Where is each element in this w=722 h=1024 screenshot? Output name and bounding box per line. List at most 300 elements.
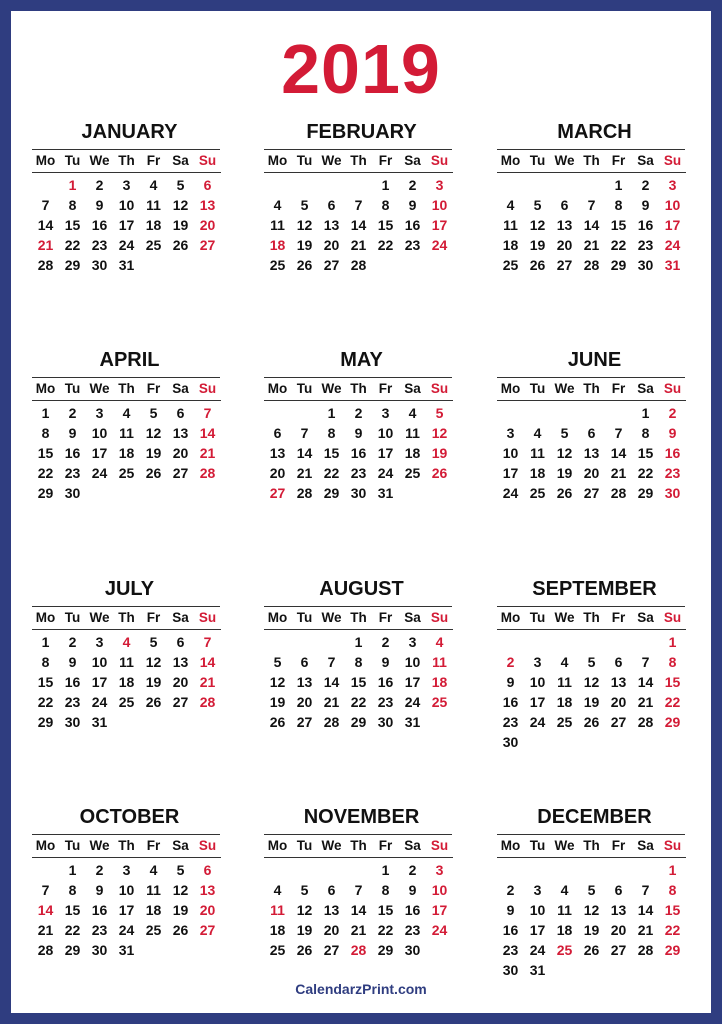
day-cell: 20 <box>199 217 216 233</box>
day-cell: 21 <box>610 465 627 481</box>
empty-day-cell <box>318 175 345 195</box>
weekday-label: Th <box>118 381 135 396</box>
day-grid <box>264 378 459 503</box>
empty-day-cell <box>497 403 524 423</box>
day-cell: 14 <box>637 674 654 690</box>
month-name: JUNE <box>567 349 622 371</box>
day-cell: 28 <box>323 714 340 730</box>
day-grid <box>264 607 459 732</box>
day-cell: 1 <box>668 634 677 650</box>
day-cell: 31 <box>118 942 135 958</box>
day-cell: 22 <box>323 465 340 481</box>
day-cell: 31 <box>529 962 546 978</box>
day-cell: 27 <box>323 257 340 273</box>
day-cell: 2 <box>668 405 677 421</box>
day-cell: 12 <box>529 217 546 233</box>
empty-day-cell <box>318 860 345 880</box>
day-cell: 5 <box>533 197 542 213</box>
day-cell: 17 <box>118 217 135 233</box>
day-cell: 26 <box>583 714 600 730</box>
day-grid <box>264 150 459 275</box>
weekday-label: Th <box>350 838 367 853</box>
day-cell: 31 <box>118 257 135 273</box>
day-cell: 30 <box>664 485 681 501</box>
weekday-label: Tu <box>529 610 546 625</box>
day-cell: 5 <box>435 405 444 421</box>
day-cell: 1 <box>41 634 50 650</box>
weekday-label: Su <box>663 381 682 396</box>
day-cell: 31 <box>404 714 421 730</box>
day-cell: 19 <box>145 445 162 461</box>
month-name: MARCH <box>557 121 632 143</box>
day-cell: 28 <box>637 714 654 730</box>
day-cell: 3 <box>435 177 444 193</box>
empty-day-cell <box>345 860 372 880</box>
day-cell: 28 <box>637 942 654 958</box>
day-cell: 28 <box>350 257 367 273</box>
empty-day-cell <box>264 860 291 880</box>
day-cell: 19 <box>269 694 286 710</box>
day-cell: 6 <box>203 862 212 878</box>
day-cell: 24 <box>91 694 108 710</box>
weekday-label: Sa <box>404 838 421 853</box>
day-cell: 29 <box>664 714 681 730</box>
weekday-label: Mo <box>500 838 521 853</box>
weekday-label: Th <box>350 153 367 168</box>
weekday-label: Tu <box>296 838 313 853</box>
day-cell: 6 <box>273 425 282 441</box>
day-cell: 16 <box>91 902 108 918</box>
month-name: NOVEMBER <box>303 806 420 828</box>
day-grid <box>32 378 227 503</box>
day-cell: 5 <box>300 882 309 898</box>
day-cell: 10 <box>118 197 135 213</box>
day-cell: 12 <box>172 882 189 898</box>
weekday-label: Su <box>430 838 449 853</box>
day-cell: 7 <box>587 197 596 213</box>
day-cell: 23 <box>377 694 394 710</box>
day-cell: 27 <box>199 922 216 938</box>
day-cell: 13 <box>269 445 286 461</box>
day-cell: 19 <box>583 922 600 938</box>
day-cell: 2 <box>68 634 77 650</box>
day-cell: 13 <box>172 425 189 441</box>
day-cell: 16 <box>377 674 394 690</box>
day-cell: 23 <box>404 922 421 938</box>
day-cell: 20 <box>583 465 600 481</box>
day-cell: 22 <box>64 922 81 938</box>
day-cell: 6 <box>300 654 309 670</box>
month-name: SEPTEMBER <box>532 578 657 600</box>
day-cell: 8 <box>381 197 390 213</box>
day-cell: 5 <box>149 405 158 421</box>
day-cell: 12 <box>583 674 600 690</box>
day-cell: 2 <box>381 634 390 650</box>
weekday-label: We <box>89 381 110 396</box>
day-cell: 8 <box>641 425 650 441</box>
day-cell: 30 <box>502 734 519 750</box>
day-cell: 10 <box>377 425 394 441</box>
weekday-label: Tu <box>296 381 313 396</box>
month-name: OCTOBER <box>79 806 180 828</box>
day-grid <box>497 378 692 503</box>
day-cell: 3 <box>122 862 131 878</box>
day-cell: 4 <box>122 405 131 421</box>
day-cell: 2 <box>354 405 363 421</box>
weekday-label: We <box>554 381 575 396</box>
day-cell: 26 <box>172 237 189 253</box>
month-june <box>497 343 692 503</box>
day-cell: 7 <box>300 425 309 441</box>
day-cell: 9 <box>354 425 363 441</box>
weekday-label: Fr <box>611 838 626 853</box>
day-cell: 17 <box>431 902 448 918</box>
weekday-label: Sa <box>172 381 189 396</box>
weekday-divider <box>497 172 686 173</box>
day-cell: 7 <box>203 634 212 650</box>
day-cell: 30 <box>377 714 394 730</box>
day-cell: 13 <box>610 902 627 918</box>
day-grid <box>32 607 227 732</box>
day-cell: 25 <box>269 257 286 273</box>
weekday-divider <box>32 857 221 858</box>
day-cell: 7 <box>203 405 212 421</box>
footer-website[interactable]: CalendarzPrint.com <box>295 981 427 997</box>
day-cell: 13 <box>199 882 216 898</box>
day-cell: 9 <box>68 425 77 441</box>
weekday-label: Fr <box>378 153 393 168</box>
day-cell: 19 <box>556 465 573 481</box>
weekday-label: Su <box>430 610 449 625</box>
day-cell: 5 <box>587 654 596 670</box>
day-cell: 24 <box>529 942 546 958</box>
weekday-label: Sa <box>404 610 421 625</box>
weekday-label: Mo <box>267 610 288 625</box>
day-cell: 14 <box>37 902 54 918</box>
month-november <box>264 800 459 960</box>
empty-day-cell <box>264 632 291 652</box>
day-cell: 4 <box>273 882 282 898</box>
day-cell: 19 <box>296 237 313 253</box>
weekday-label: Sa <box>172 838 189 853</box>
day-cell: 26 <box>556 485 573 501</box>
day-cell: 4 <box>560 882 569 898</box>
day-cell: 8 <box>354 654 363 670</box>
day-cell: 30 <box>502 962 519 978</box>
day-cell: 7 <box>354 197 363 213</box>
day-cell: 15 <box>377 902 394 918</box>
day-cell: 20 <box>610 694 627 710</box>
weekday-divider <box>264 857 453 858</box>
weekday-label: We <box>321 153 342 168</box>
day-cell: 8 <box>41 654 50 670</box>
day-cell: 5 <box>560 425 569 441</box>
day-cell: 20 <box>610 922 627 938</box>
day-cell: 16 <box>91 217 108 233</box>
empty-day-cell <box>291 632 318 652</box>
weekday-label: Sa <box>637 838 654 853</box>
day-cell: 24 <box>529 714 546 730</box>
day-cell: 22 <box>664 694 681 710</box>
day-cell: 19 <box>529 237 546 253</box>
day-cell: 29 <box>37 714 54 730</box>
weekday-label: Mo <box>35 153 56 168</box>
weekday-label: Fr <box>378 381 393 396</box>
day-cell: 24 <box>431 237 448 253</box>
day-cell: 11 <box>557 902 572 918</box>
weekday-label: Th <box>583 153 600 168</box>
weekday-label: Su <box>430 153 449 168</box>
day-cell: 15 <box>323 445 340 461</box>
weekday-label: Mo <box>500 381 521 396</box>
day-cell: 27 <box>172 465 189 481</box>
day-cell: 12 <box>583 902 600 918</box>
empty-day-cell <box>318 632 345 652</box>
weekday-label: Fr <box>611 381 626 396</box>
weekday-label: Th <box>583 838 600 853</box>
day-cell: 28 <box>37 942 54 958</box>
day-cell: 27 <box>583 485 600 501</box>
weekday-label: Sa <box>172 153 189 168</box>
day-cell: 2 <box>641 177 650 193</box>
day-cell: 8 <box>41 425 50 441</box>
empty-day-cell <box>632 860 659 880</box>
day-cell: 18 <box>269 237 286 253</box>
month-december <box>497 800 692 980</box>
empty-day-cell <box>551 860 578 880</box>
empty-day-cell <box>605 860 632 880</box>
day-cell: 20 <box>556 237 573 253</box>
day-cell: 6 <box>614 882 623 898</box>
day-cell: 4 <box>435 634 444 650</box>
weekday-divider <box>497 629 686 630</box>
day-cell: 1 <box>327 405 336 421</box>
day-cell: 25 <box>431 694 448 710</box>
day-cell: 7 <box>41 882 50 898</box>
day-cell: 3 <box>435 862 444 878</box>
day-cell: 15 <box>350 674 367 690</box>
day-cell: 11 <box>146 882 161 898</box>
day-cell: 30 <box>637 257 654 273</box>
weekday-label: Mo <box>267 153 288 168</box>
day-cell: 7 <box>641 882 650 898</box>
weekday-label: Tu <box>296 153 313 168</box>
empty-day-cell <box>291 403 318 423</box>
empty-day-cell <box>551 632 578 652</box>
day-cell: 10 <box>502 445 519 461</box>
day-cell: 13 <box>323 217 340 233</box>
day-cell: 6 <box>560 197 569 213</box>
day-cell: 17 <box>91 674 108 690</box>
day-cell: 28 <box>199 694 216 710</box>
day-grid <box>32 150 227 275</box>
weekday-label: Fr <box>378 610 393 625</box>
weekday-label: Su <box>198 610 217 625</box>
day-cell: 28 <box>296 485 313 501</box>
day-cell: 25 <box>529 485 546 501</box>
day-cell: 15 <box>664 674 681 690</box>
day-cell: 29 <box>610 257 627 273</box>
day-cell: 27 <box>172 694 189 710</box>
day-cell: 23 <box>502 942 519 958</box>
empty-day-cell <box>578 403 605 423</box>
weekday-label: Sa <box>172 610 189 625</box>
calendar-page <box>11 11 711 1013</box>
day-cell: 23 <box>664 465 681 481</box>
day-cell: 2 <box>506 882 515 898</box>
day-cell: 6 <box>587 425 596 441</box>
day-cell: 14 <box>350 217 367 233</box>
day-cell: 30 <box>91 257 108 273</box>
day-cell: 8 <box>68 882 77 898</box>
weekday-label: Mo <box>35 610 56 625</box>
day-cell: 16 <box>502 694 519 710</box>
weekday-divider <box>497 400 686 401</box>
day-cell: 4 <box>408 405 417 421</box>
day-cell: 9 <box>408 882 417 898</box>
day-cell: 23 <box>91 922 108 938</box>
weekday-label: We <box>89 838 110 853</box>
day-cell: 15 <box>64 217 81 233</box>
weekday-label: Mo <box>267 381 288 396</box>
day-cell: 27 <box>610 942 627 958</box>
day-cell: 10 <box>404 654 421 670</box>
day-cell: 21 <box>350 922 367 938</box>
day-cell: 11 <box>119 654 134 670</box>
day-cell: 12 <box>145 654 162 670</box>
day-cell: 28 <box>199 465 216 481</box>
day-cell: 11 <box>119 425 134 441</box>
day-cell: 13 <box>610 674 627 690</box>
day-cell: 19 <box>172 217 189 233</box>
day-cell: 27 <box>296 714 313 730</box>
day-cell: 8 <box>327 425 336 441</box>
day-cell: 3 <box>95 405 104 421</box>
day-cell: 9 <box>408 197 417 213</box>
day-cell: 7 <box>354 882 363 898</box>
day-cell: 23 <box>64 694 81 710</box>
day-cell: 19 <box>431 445 448 461</box>
empty-day-cell <box>524 175 551 195</box>
day-cell: 22 <box>377 922 394 938</box>
weekday-label: Fr <box>146 610 161 625</box>
day-cell: 29 <box>64 257 81 273</box>
weekday-label: Sa <box>637 381 654 396</box>
month-january <box>32 115 227 275</box>
day-cell: 27 <box>610 714 627 730</box>
day-cell: 19 <box>296 922 313 938</box>
month-february <box>264 115 459 275</box>
day-cell: 13 <box>556 217 573 233</box>
day-cell: 24 <box>502 485 519 501</box>
day-cell: 16 <box>502 922 519 938</box>
day-cell: 21 <box>37 237 54 253</box>
day-cell: 9 <box>506 674 515 690</box>
day-cell: 5 <box>149 634 158 650</box>
weekday-label: Fr <box>378 838 393 853</box>
day-cell: 11 <box>270 217 285 233</box>
weekday-divider <box>32 172 221 173</box>
day-cell: 31 <box>664 257 681 273</box>
day-cell: 10 <box>91 654 108 670</box>
day-cell: 9 <box>381 654 390 670</box>
day-cell: 4 <box>273 197 282 213</box>
day-cell: 18 <box>502 237 519 253</box>
day-cell: 29 <box>350 714 367 730</box>
day-cell: 14 <box>199 654 216 670</box>
day-cell: 29 <box>637 485 654 501</box>
day-cell: 25 <box>118 694 135 710</box>
day-cell: 20 <box>296 694 313 710</box>
weekday-divider <box>32 400 221 401</box>
day-cell: 11 <box>405 425 420 441</box>
day-cell: 7 <box>41 197 50 213</box>
weekday-divider <box>264 629 453 630</box>
day-cell: 19 <box>172 902 189 918</box>
empty-day-cell <box>32 175 59 195</box>
day-cell: 18 <box>145 217 162 233</box>
day-cell: 17 <box>377 445 394 461</box>
weekday-label: Sa <box>637 610 654 625</box>
day-cell: 26 <box>145 465 162 481</box>
day-cell: 17 <box>502 465 519 481</box>
day-cell: 9 <box>95 197 104 213</box>
day-cell: 14 <box>350 902 367 918</box>
weekday-label: Tu <box>529 153 546 168</box>
weekday-label: Sa <box>404 153 421 168</box>
day-cell: 5 <box>176 177 185 193</box>
day-cell: 6 <box>203 177 212 193</box>
day-cell: 27 <box>269 485 286 501</box>
day-cell: 21 <box>199 674 216 690</box>
day-cell: 12 <box>556 445 573 461</box>
day-cell: 18 <box>431 674 448 690</box>
day-cell: 11 <box>432 654 447 670</box>
day-cell: 20 <box>269 465 286 481</box>
weekday-label: Tu <box>64 838 81 853</box>
day-cell: 15 <box>377 217 394 233</box>
day-cell: 26 <box>269 714 286 730</box>
day-cell: 23 <box>350 465 367 481</box>
empty-day-cell <box>578 632 605 652</box>
empty-day-cell <box>605 632 632 652</box>
day-cell: 21 <box>583 237 600 253</box>
weekday-label: Mo <box>35 838 56 853</box>
day-cell: 28 <box>37 257 54 273</box>
empty-day-cell <box>264 175 291 195</box>
day-cell: 6 <box>176 405 185 421</box>
weekday-label: Tu <box>64 381 81 396</box>
day-cell: 3 <box>533 882 542 898</box>
weekday-label: Fr <box>146 381 161 396</box>
day-cell: 3 <box>668 177 677 193</box>
day-grid <box>264 835 459 960</box>
day-cell: 18 <box>118 445 135 461</box>
day-cell: 25 <box>404 465 421 481</box>
day-cell: 22 <box>637 465 654 481</box>
day-cell: 8 <box>668 654 677 670</box>
day-cell: 11 <box>503 217 518 233</box>
empty-day-cell <box>605 403 632 423</box>
day-cell: 23 <box>637 237 654 253</box>
day-cell: 3 <box>95 634 104 650</box>
day-cell: 8 <box>668 882 677 898</box>
empty-day-cell <box>524 632 551 652</box>
month-name: JULY <box>104 578 155 600</box>
day-cell: 22 <box>610 237 627 253</box>
weekday-label: Su <box>663 153 682 168</box>
weekday-label: Th <box>583 381 600 396</box>
